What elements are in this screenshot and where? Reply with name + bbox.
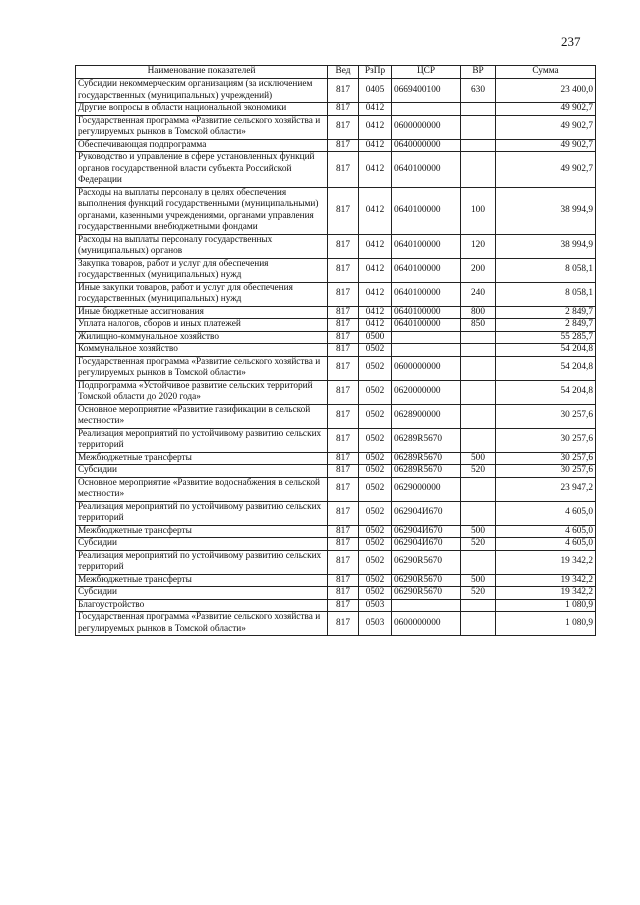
table-header-row bbox=[76, 66, 596, 79]
cell-csr: 0600000000 bbox=[392, 612, 461, 636]
cell-csr: 062904И670 bbox=[392, 501, 461, 525]
cell-rzpr: 0412 bbox=[359, 115, 392, 139]
cell-vr: 520 bbox=[461, 587, 496, 600]
table-row bbox=[76, 139, 596, 152]
cell-rzpr: 0502 bbox=[359, 574, 392, 587]
budget-table bbox=[75, 65, 596, 636]
cell-rzpr: 0412 bbox=[359, 282, 392, 306]
cell-csr bbox=[392, 331, 461, 344]
cell-csr: 0640100000 bbox=[392, 282, 461, 306]
cell-rzpr: 0503 bbox=[359, 599, 392, 612]
table-row bbox=[76, 331, 596, 344]
cell-vr: 500 bbox=[461, 525, 496, 538]
table-row bbox=[76, 152, 596, 188]
cell-name: Субсидии bbox=[76, 587, 328, 600]
cell-name: Государственная программа «Развитие сельского хозяйства и регулируемых рынков в Томской области» bbox=[76, 115, 328, 139]
cell-csr: 0620000000 bbox=[392, 380, 461, 404]
cell-ved: 817 bbox=[328, 258, 359, 282]
cell-ved: 817 bbox=[328, 234, 359, 258]
cell-sum: 19 342,2 bbox=[496, 550, 596, 574]
cell-rzpr: 0502 bbox=[359, 587, 392, 600]
cell-ved: 817 bbox=[328, 139, 359, 152]
cell-vr bbox=[461, 599, 496, 612]
cell-sum: 4 605,0 bbox=[496, 501, 596, 525]
cell-rzpr: 0503 bbox=[359, 612, 392, 636]
cell-ved: 817 bbox=[328, 152, 359, 188]
cell-rzpr: 0412 bbox=[359, 187, 392, 234]
cell-name: Межбюджетные трансферты bbox=[76, 525, 328, 538]
cell-rzpr: 0412 bbox=[359, 258, 392, 282]
table-row bbox=[76, 599, 596, 612]
cell-ved: 817 bbox=[328, 452, 359, 465]
cell-sum: 55 285,7 bbox=[496, 331, 596, 344]
table-row bbox=[76, 79, 596, 103]
cell-name: Расходы на выплаты персоналу в целях обеспечения выполнения функций государственными (муниципальными) органами, казенными учреждениями, органами управления государственными внебюджетными фондами bbox=[76, 187, 328, 234]
cell-rzpr: 0412 bbox=[359, 103, 392, 116]
table-row bbox=[76, 465, 596, 478]
cell-ved: 817 bbox=[328, 380, 359, 404]
cell-ved: 817 bbox=[328, 79, 359, 103]
cell-name: Реализация мероприятий по устойчивому развитию сельских территорий bbox=[76, 428, 328, 452]
cell-ved: 817 bbox=[328, 428, 359, 452]
cell-rzpr: 0502 bbox=[359, 404, 392, 428]
cell-csr: 0640100000 bbox=[392, 258, 461, 282]
table-row bbox=[76, 306, 596, 319]
cell-csr: 0640100000 bbox=[392, 319, 461, 332]
cell-sum: 30 257,6 bbox=[496, 452, 596, 465]
cell-rzpr: 0412 bbox=[359, 152, 392, 188]
cell-ved: 817 bbox=[328, 465, 359, 478]
cell-csr: 06290R5670 bbox=[392, 587, 461, 600]
cell-sum: 30 257,6 bbox=[496, 428, 596, 452]
cell-name: Жилищно-коммунальное хозяйство bbox=[76, 331, 328, 344]
cell-csr: 062904И670 bbox=[392, 538, 461, 551]
cell-vr: 240 bbox=[461, 282, 496, 306]
table-row bbox=[76, 115, 596, 139]
table-row bbox=[76, 404, 596, 428]
cell-name: Иные бюджетные ассигнования bbox=[76, 306, 328, 319]
cell-name: Субсидии bbox=[76, 465, 328, 478]
header-csr: ЦСР bbox=[392, 66, 461, 79]
cell-vr: 100 bbox=[461, 187, 496, 234]
cell-sum: 23 947,2 bbox=[496, 477, 596, 501]
header-sum: Сумма bbox=[496, 66, 596, 79]
table-row bbox=[76, 356, 596, 380]
cell-vr bbox=[461, 380, 496, 404]
cell-csr: 0629000000 bbox=[392, 477, 461, 501]
cell-vr: 520 bbox=[461, 465, 496, 478]
cell-sum: 54 204,8 bbox=[496, 344, 596, 357]
cell-sum: 54 204,8 bbox=[496, 380, 596, 404]
cell-name: Благоустройство bbox=[76, 599, 328, 612]
cell-ved: 817 bbox=[328, 525, 359, 538]
table-row bbox=[76, 428, 596, 452]
cell-ved: 817 bbox=[328, 306, 359, 319]
cell-ved: 817 bbox=[328, 344, 359, 357]
cell-rzpr: 0502 bbox=[359, 550, 392, 574]
cell-csr: 062904И670 bbox=[392, 525, 461, 538]
cell-name: Основное мероприятие «Развитие водоснабжения в сельской местности» bbox=[76, 477, 328, 501]
cell-name: Основное мероприятие «Развитие газификации в сельской местности» bbox=[76, 404, 328, 428]
cell-csr: 0640100000 bbox=[392, 306, 461, 319]
cell-rzpr: 0502 bbox=[359, 428, 392, 452]
cell-name: Подпрограмма «Устойчивое развитие сельских территорий Томской области до 2020 года» bbox=[76, 380, 328, 404]
cell-csr: 06289R5670 bbox=[392, 452, 461, 465]
cell-ved: 817 bbox=[328, 404, 359, 428]
cell-vr: 200 bbox=[461, 258, 496, 282]
table-row bbox=[76, 344, 596, 357]
header-name: Наименование показателей bbox=[76, 66, 328, 79]
cell-csr: 0628900000 bbox=[392, 404, 461, 428]
table-row bbox=[76, 258, 596, 282]
cell-rzpr: 0412 bbox=[359, 139, 392, 152]
cell-sum: 19 342,2 bbox=[496, 574, 596, 587]
cell-csr: 0640100000 bbox=[392, 234, 461, 258]
cell-name: Обеспечивающая подпрограмма bbox=[76, 139, 328, 152]
cell-name: Межбюджетные трансферты bbox=[76, 452, 328, 465]
cell-vr bbox=[461, 152, 496, 188]
cell-vr bbox=[461, 139, 496, 152]
cell-name: Иные закупки товаров, работ и услуг для обеспечения государственных (муниципальных) нужд bbox=[76, 282, 328, 306]
cell-sum: 49 902,7 bbox=[496, 103, 596, 116]
cell-vr: 520 bbox=[461, 538, 496, 551]
cell-csr: 06289R5670 bbox=[392, 428, 461, 452]
header-ved: Вед bbox=[328, 66, 359, 79]
table-row bbox=[76, 477, 596, 501]
page-number: 237 bbox=[561, 34, 581, 49]
cell-vr bbox=[461, 428, 496, 452]
table-row bbox=[76, 525, 596, 538]
cell-csr: 0640100000 bbox=[392, 187, 461, 234]
cell-name: Межбюджетные трансферты bbox=[76, 574, 328, 587]
cell-name: Уплата налогов, сборов и иных платежей bbox=[76, 319, 328, 332]
cell-sum: 30 257,6 bbox=[496, 465, 596, 478]
cell-vr bbox=[461, 103, 496, 116]
table-row bbox=[76, 319, 596, 332]
cell-sum: 19 342,2 bbox=[496, 587, 596, 600]
cell-csr: 0600000000 bbox=[392, 115, 461, 139]
cell-vr: 630 bbox=[461, 79, 496, 103]
table-row bbox=[76, 550, 596, 574]
cell-csr: 06290R5670 bbox=[392, 550, 461, 574]
cell-name: Реализация мероприятий по устойчивому развитию сельских территорий bbox=[76, 550, 328, 574]
table-row bbox=[76, 452, 596, 465]
cell-sum: 4 605,0 bbox=[496, 525, 596, 538]
cell-ved: 817 bbox=[328, 356, 359, 380]
cell-name: Государственная программа «Развитие сельского хозяйства и регулируемых рынков в Томской области» bbox=[76, 356, 328, 380]
cell-sum: 49 902,7 bbox=[496, 115, 596, 139]
cell-ved: 817 bbox=[328, 599, 359, 612]
cell-rzpr: 0502 bbox=[359, 465, 392, 478]
cell-name: Коммунальное хозяйство bbox=[76, 344, 328, 357]
table-row bbox=[76, 380, 596, 404]
cell-vr: 850 bbox=[461, 319, 496, 332]
cell-sum: 38 994,9 bbox=[496, 187, 596, 234]
cell-csr: 0600000000 bbox=[392, 356, 461, 380]
cell-ved: 817 bbox=[328, 587, 359, 600]
cell-ved: 817 bbox=[328, 538, 359, 551]
cell-sum: 1 080,9 bbox=[496, 612, 596, 636]
cell-sum: 4 605,0 bbox=[496, 538, 596, 551]
cell-csr: 0669400100 bbox=[392, 79, 461, 103]
cell-sum: 23 400,0 bbox=[496, 79, 596, 103]
cell-vr: 500 bbox=[461, 452, 496, 465]
cell-ved: 817 bbox=[328, 550, 359, 574]
cell-ved: 817 bbox=[328, 319, 359, 332]
cell-sum: 2 849,7 bbox=[496, 319, 596, 332]
cell-sum: 8 058,1 bbox=[496, 258, 596, 282]
cell-ved: 817 bbox=[328, 574, 359, 587]
header-vr: ВР bbox=[461, 66, 496, 79]
cell-rzpr: 0412 bbox=[359, 306, 392, 319]
cell-vr bbox=[461, 331, 496, 344]
cell-rzpr: 0502 bbox=[359, 452, 392, 465]
cell-ved: 817 bbox=[328, 612, 359, 636]
cell-ved: 817 bbox=[328, 282, 359, 306]
cell-vr bbox=[461, 115, 496, 139]
cell-name: Субсидии bbox=[76, 538, 328, 551]
cell-ved: 817 bbox=[328, 501, 359, 525]
cell-sum: 54 204,8 bbox=[496, 356, 596, 380]
cell-sum: 30 257,6 bbox=[496, 404, 596, 428]
cell-rzpr: 0502 bbox=[359, 380, 392, 404]
cell-vr: 120 bbox=[461, 234, 496, 258]
table-row bbox=[76, 612, 596, 636]
cell-ved: 817 bbox=[328, 477, 359, 501]
cell-csr bbox=[392, 599, 461, 612]
header-rzpr: РзПр bbox=[359, 66, 392, 79]
cell-vr bbox=[461, 550, 496, 574]
cell-sum: 1 080,9 bbox=[496, 599, 596, 612]
cell-csr bbox=[392, 103, 461, 116]
cell-name: Руководство и управление в сфере установленных функций органов государственной власти субъекта Российской Федерации bbox=[76, 152, 328, 188]
cell-csr bbox=[392, 344, 461, 357]
cell-vr bbox=[461, 344, 496, 357]
cell-vr bbox=[461, 477, 496, 501]
cell-name: Реализация мероприятий по устойчивому развитию сельских территорий bbox=[76, 501, 328, 525]
cell-ved: 817 bbox=[328, 331, 359, 344]
cell-rzpr: 0502 bbox=[359, 538, 392, 551]
table-row bbox=[76, 587, 596, 600]
cell-name: Закупка товаров, работ и услуг для обеспечения государственных (муниципальных) нужд bbox=[76, 258, 328, 282]
cell-rzpr: 0500 bbox=[359, 331, 392, 344]
cell-name: Другие вопросы в области национальной экономики bbox=[76, 103, 328, 116]
cell-vr bbox=[461, 501, 496, 525]
cell-vr bbox=[461, 612, 496, 636]
cell-sum: 38 994,9 bbox=[496, 234, 596, 258]
cell-rzpr: 0405 bbox=[359, 79, 392, 103]
cell-vr: 500 bbox=[461, 574, 496, 587]
table-row bbox=[76, 103, 596, 116]
cell-rzpr: 0502 bbox=[359, 501, 392, 525]
table-row bbox=[76, 282, 596, 306]
cell-rzpr: 0502 bbox=[359, 477, 392, 501]
cell-csr: 06290R5670 bbox=[392, 574, 461, 587]
table-row bbox=[76, 574, 596, 587]
cell-sum: 8 058,1 bbox=[496, 282, 596, 306]
cell-vr bbox=[461, 356, 496, 380]
cell-name: Государственная программа «Развитие сельского хозяйства и регулируемых рынков в Томской области» bbox=[76, 612, 328, 636]
cell-sum: 49 902,7 bbox=[496, 152, 596, 188]
table-body bbox=[76, 79, 596, 636]
cell-csr: 06289R5670 bbox=[392, 465, 461, 478]
table-row bbox=[76, 501, 596, 525]
cell-name: Расходы на выплаты персоналу государственных (муниципальных) органов bbox=[76, 234, 328, 258]
cell-csr: 0640100000 bbox=[392, 152, 461, 188]
cell-ved: 817 bbox=[328, 103, 359, 116]
cell-csr: 0640000000 bbox=[392, 139, 461, 152]
cell-sum: 2 849,7 bbox=[496, 306, 596, 319]
cell-rzpr: 0502 bbox=[359, 356, 392, 380]
cell-vr bbox=[461, 404, 496, 428]
cell-rzpr: 0502 bbox=[359, 525, 392, 538]
table-row bbox=[76, 538, 596, 551]
cell-name: Субсидии некоммерческим организациям (за исключением государственных (муниципальных) учреждений) bbox=[76, 79, 328, 103]
table-row bbox=[76, 234, 596, 258]
cell-rzpr: 0412 bbox=[359, 234, 392, 258]
cell-ved: 817 bbox=[328, 115, 359, 139]
cell-vr: 800 bbox=[461, 306, 496, 319]
cell-ved: 817 bbox=[328, 187, 359, 234]
cell-sum: 49 902,7 bbox=[496, 139, 596, 152]
cell-rzpr: 0502 bbox=[359, 344, 392, 357]
table-row bbox=[76, 187, 596, 234]
cell-rzpr: 0412 bbox=[359, 319, 392, 332]
